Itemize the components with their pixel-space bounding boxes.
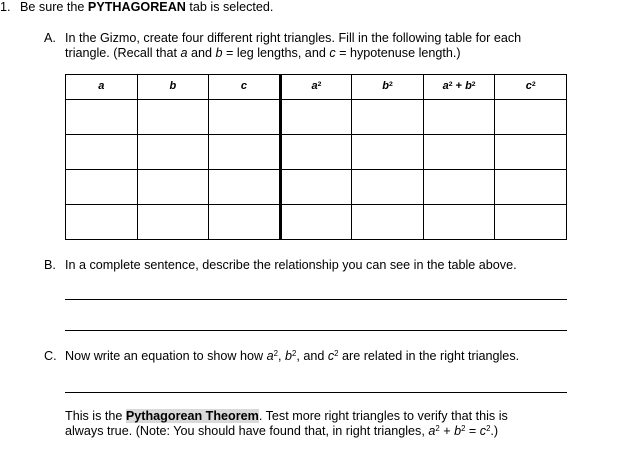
table-cell[interactable] (352, 170, 424, 205)
table-cell[interactable] (137, 205, 209, 240)
header-sum-b: b (465, 80, 472, 93)
col-header-c-squared (495, 75, 567, 100)
conclusion-rest: . Test more right triangles to verify that this is (258, 409, 508, 423)
conclusion-a-exp: 2 (435, 423, 440, 433)
answer-line-c[interactable] (65, 392, 567, 393)
table-cell[interactable] (280, 170, 352, 205)
col-header-b-squared (352, 75, 424, 100)
table-cell[interactable] (280, 205, 352, 240)
conclusion-line-1 (65, 409, 508, 424)
table-cell[interactable] (423, 170, 495, 205)
part-a-line-2 (65, 46, 521, 61)
part-c-a-exp: 2 (273, 348, 278, 358)
var-b: b (215, 46, 223, 61)
question-suffix: tab is selected. (185, 0, 274, 14)
conclusion-start: This is the (65, 409, 126, 423)
table-row (66, 205, 567, 240)
table-cell[interactable] (209, 170, 281, 205)
part-b-text: In a complete sentence, describe the relationship you can see in the table above. (65, 258, 517, 272)
conclusion-note: always true. (Note: You should have found that, in right triangles, (65, 424, 429, 439)
triangle-table (65, 74, 567, 240)
question-text (20, 0, 273, 15)
table-cell[interactable] (66, 170, 138, 205)
part-c-a: a (266, 349, 274, 363)
table-cell[interactable] (423, 100, 495, 135)
table-row (66, 100, 567, 135)
pythagorean-theorem-highlight: Pythagorean Theorem (125, 409, 259, 423)
table-cell[interactable] (495, 170, 567, 205)
header-b2-base: b (382, 80, 389, 93)
table-cell[interactable] (209, 205, 281, 240)
conclusion-c: c (479, 424, 487, 439)
conclusion-equals: = (465, 424, 480, 439)
header-a2-exp: 2 (317, 80, 322, 88)
conclusion-end: .) (490, 424, 499, 439)
table-header-row (66, 75, 567, 100)
table-cell[interactable] (495, 205, 567, 240)
part-a-line-1: In the Gizmo, create four different right triangles. Fill in the following table for each (65, 31, 522, 45)
header-a2-base: a (311, 80, 318, 93)
table-cell[interactable] (137, 100, 209, 135)
conclusion-b-exp: 2 (461, 423, 466, 433)
table-cell[interactable] (209, 100, 281, 135)
var-c: c (329, 46, 336, 61)
table-cell[interactable] (495, 135, 567, 170)
conclusion-text (65, 409, 508, 439)
table-row (66, 135, 567, 170)
header-sum-plus: + (455, 80, 462, 93)
table-cell[interactable] (423, 205, 495, 240)
header-c2-exp: 2 (531, 80, 536, 88)
header-sum-a: a (442, 80, 449, 93)
question-number: 1. (0, 0, 11, 14)
part-a-letter: A. (44, 31, 56, 45)
part-a-text (65, 31, 521, 61)
part-a-hyp: = hypotenuse length.) (335, 46, 461, 61)
part-c-c-exp: 2 (334, 348, 339, 358)
part-a-and: and (187, 46, 216, 61)
conclusion-b: b (454, 424, 462, 439)
part-c-start: Now write an equation to show how (65, 349, 267, 363)
part-c-b-exp: 2 (292, 348, 297, 358)
part-c-b: b (284, 349, 292, 363)
table-row (66, 170, 567, 205)
table-cell[interactable] (280, 135, 352, 170)
header-sum-b-exp: 2 (471, 80, 476, 88)
col-header-a-squared (280, 75, 352, 100)
part-c-letter: C. (44, 349, 57, 363)
part-b-letter: B. (44, 258, 56, 272)
table-cell[interactable] (352, 100, 424, 135)
col-header-a (66, 75, 138, 100)
part-c-c: c (327, 349, 335, 363)
var-a: a (180, 46, 188, 61)
table-cell[interactable] (495, 100, 567, 135)
table-cell[interactable] (137, 135, 209, 170)
part-c-end: are related in the right triangles. (338, 349, 520, 363)
header-sum-a-exp: 2 (448, 80, 453, 88)
table-cell[interactable] (423, 135, 495, 170)
tab-name: PYTHAGOREAN (87, 0, 186, 14)
table-cell[interactable] (280, 100, 352, 135)
part-c-sep1: , (277, 349, 285, 363)
col-header-b (137, 75, 209, 100)
part-c-sep2: , and (296, 349, 328, 363)
table-cell[interactable] (66, 100, 138, 135)
table-cell[interactable] (209, 135, 281, 170)
col-header-c (209, 75, 281, 100)
header-a-label: a (98, 80, 105, 93)
header-b-label: b (169, 80, 177, 93)
conclusion-plus: + (439, 424, 455, 439)
part-a-line-2-start: triangle. (Recall that (65, 46, 181, 61)
table-cell[interactable] (352, 205, 424, 240)
conclusion-a: a (428, 424, 436, 439)
table-cell[interactable] (352, 135, 424, 170)
question-prefix: Be sure the (20, 0, 88, 14)
conclusion-line-2 (65, 424, 508, 439)
part-c-text (65, 349, 519, 364)
col-header-a2-plus-b2 (423, 75, 495, 100)
answer-line-b1[interactable] (65, 299, 567, 300)
conclusion-c-exp: 2 (486, 423, 491, 433)
header-c-label: c (240, 80, 247, 93)
table-cell[interactable] (66, 205, 138, 240)
header-c2-base: c (525, 80, 532, 93)
table-cell[interactable] (137, 170, 209, 205)
answer-line-b2[interactable] (65, 330, 567, 331)
part-a-legs: = leg lengths, and (222, 46, 330, 61)
table-cell[interactable] (66, 135, 138, 170)
header-b2-exp: 2 (389, 80, 393, 88)
